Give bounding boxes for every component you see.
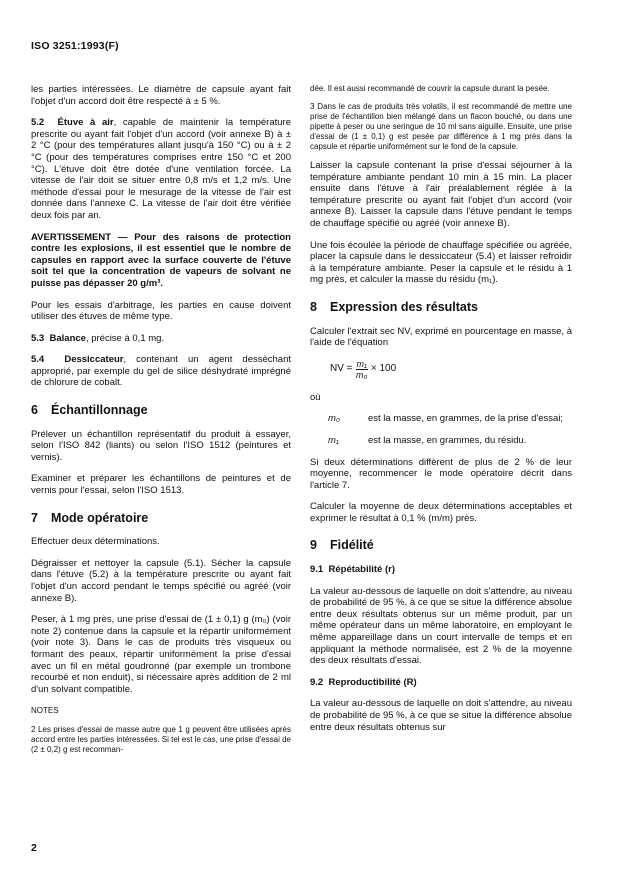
symbol: m₀ [328,413,340,425]
note-2-continued: dée. Il est aussi recommandé de couvrir la capsule durant la pesée. [310,84,550,93]
paragraph: Une fois écoulée la période de chauffage spécifiée ou agréée, placer la capsule dans le dessiccateur (5.4) et laisser refroidir à la température ambiante. Peser la capsule et le résidu à 1 mg près, et calculer la masse du résidu (m₁). [310,239,572,286]
clause-text: , contenant un agent dessèchant approprié, par exemple du gel de silice déshydraté imprégné de chlorure de cobalt. [31,354,291,389]
notes-label: NOTES [31,706,59,716]
clause-text: , capable de maintenir la température prescrite ou ayant fait l'objet d'un accord (voir annexe B) à ± 2 °C (pour des températures allant jusqu'à 150 °C) ou à ± 2 °C (pour des températures comprises entre 150 °C et 200 °C). L'étuve doit être dotée d'une ventilation forcée. La vitesse de l'air doit se situer entre 0,8 m/s et 1,2 m/s. Une méthode d'essai pour le mesurage de la vitesse de l'air est donnée dans l'annexe C. La vitesse de l'air doit être vérifiée deux fois par an. [31,117,291,221]
clause-title: Reproductibilité (R) [328,676,417,688]
note-2: 2 Les prises d'essai de masse autre que 1 g peuvent être utilisées après accord entre les parties intéressées. Si tel est le cas, une prise d'essai de (2 ± 0,2) g est recomman- [31,724,291,754]
paragraph: Calculer la moyenne de deux déterminations acceptables et exprimer le résultat à 0,1 % (m/m) près. [310,501,572,524]
paragraph: Effectuer deux déterminations. [31,536,160,548]
paragraph: Si deux déterminations diffèrent de plus de 2 % de leur moyenne, recommencer le mode opératoire décrit dans l'article 7. [310,456,572,491]
clause-number: 5.3 [31,332,45,344]
definition-m1 [310,435,572,447]
paragraph: Pour les essais d'arbitrage, les parties en cause doivent utiliser des étuves de même type. [31,299,291,323]
paragraph: Peser, à 1 mg près, une prise d'essai de (1 ± 0,1) g (m₀) (voir note 2) contenue dans la capsule et la répartir uniformément (voir note 3). Dans le cas de produits très visqueux ou formant des peaux, répartir uniformément la prise d'essai avec un fil en métal goudronné (par exemple un trombone recourbé et non enduit), si nécessaire après addition de 2 ml d'un solvant compatible. [31,614,291,695]
clause-5-3 [31,333,291,345]
clause-title: Étuve à air [57,117,114,129]
equation-rhs: × 100 [370,363,397,375]
paragraph: Prélever un échantillon représentatif du produit à essayer, selon l'ISO 842 (liants) ou selon l'ISO 1512 (peintures et vernis). [31,428,291,463]
clause-number: 9.2 [310,676,324,688]
page-number: 2 [31,842,37,854]
warning-paragraph: AVERTISSEMENT — Pour des raisons de protection contre les explosions, il est essentiel que le nombre de capsules en rapport avec la surface couverte de l'étuve soit tel que la concentration de vapeurs de solvant ne puisse pas dépasser 20 g/m³. [31,231,291,289]
clause-5-4 [31,354,291,389]
clause-number: 5.4 [31,354,45,366]
section-heading-7: 7 Mode opératoire [31,510,149,525]
clause-title: Dessiccateur [64,354,124,366]
clause-title: Répétabilité (r) [328,564,396,576]
clause-number: 9.1 [310,564,324,576]
clause-number: 5.2 [31,117,45,129]
section-heading-8: 8 Expression des résultats [310,299,478,314]
clause-text: , précise à 0,1 mg. [85,332,165,344]
definition-text: est la masse, en grammes, de la prise d'essai; [368,413,564,425]
definition-text: est la masse, en grammes, du résidu. [368,434,527,446]
section-heading-9: 9 Fidélité [310,538,374,553]
paragraph: Calculer l'extrait sec NV, exprimé en pourcentage en masse, à l'aide de l'équation [310,325,572,349]
definition-m0 [310,413,572,425]
symbol: m₁ [328,434,339,446]
clause-9-1 [310,564,572,576]
equation-lhs: NV = [330,363,353,375]
clause-5-2 [31,117,291,221]
paragraph: Dégraisser et nettoyer la capsule (5.1). Sécher la capsule dans l'étuve (5.2) à la température prescrite ou ayant fait l'objet d'un accord pendant le temps spécifié ou agréé (voir annexe B). [31,557,291,604]
paragraph: La valeur au-dessous de laquelle on doit s'attendre, au niveau de probabilité de 95 %, à ce que se situe la différence absolue entre deux résultats obtenus sur [310,698,572,733]
section-heading-6: 6 Échantillonnage [31,403,148,418]
left-column [31,84,291,763]
clause-9-2 [310,677,572,689]
clause-title: Balance [49,332,86,344]
fraction-denominator: m₀ [356,369,368,380]
note-3: 3 Dans le cas de produits très volatils, il est recommandé de mettre une prise de l'échantillon bien mélangé dans un flacon bouché, ou dans une pipette à peser ou une seringue de 10 ml sans aiguille. Ensuite, une prise d'essai de (1 ± 0,1) g est pesée par différence à 1 mg près dans la capsule et répartie uniformément sur le fond de la capsule. [310,102,572,151]
equation [330,359,572,380]
paragraph: les parties intéressées. Le diamètre de capsule ayant fait l'objet d'un accord doit être respecté à ± 5 %. [31,84,291,107]
document-header: ISO 3251:1993(F) [31,40,119,52]
right-column [310,84,572,743]
equation-fraction [356,359,368,380]
paragraph: La valeur au-dessous de laquelle on doit s'attendre, au niveau de probabilité de 95 %, à ce que se situe la différence absolue entre deux résultats obtenus sur un même produit, par un même opérateur dans un même laboratoire, en employant le même appareillage dans un court intervalle de temps et en appliquant la méthode normalisée, est 2 % de la moyenne des deux résultats d'essai. [310,585,572,667]
paragraph: Examiner et préparer les échantillons de peintures et de vernis pour l'essai, selon l'ISO 1513. [31,473,291,497]
where-label: où [310,391,321,403]
paragraph: Laisser la capsule contenant la prise d'essai séjourner à la température ambiante pendant 10 min à 15 min. La placer ensuite dans l'étuve à l'air préalablement réglée à la température prescrite ou ayant fait l'objet d'un accord (voir annexe B). Laisser la capsule dans l'étuve pendant le temps de chauffage spécifié ou agréé (voir annexe B). [310,160,572,229]
fraction-numerator: m₁ [356,358,367,369]
